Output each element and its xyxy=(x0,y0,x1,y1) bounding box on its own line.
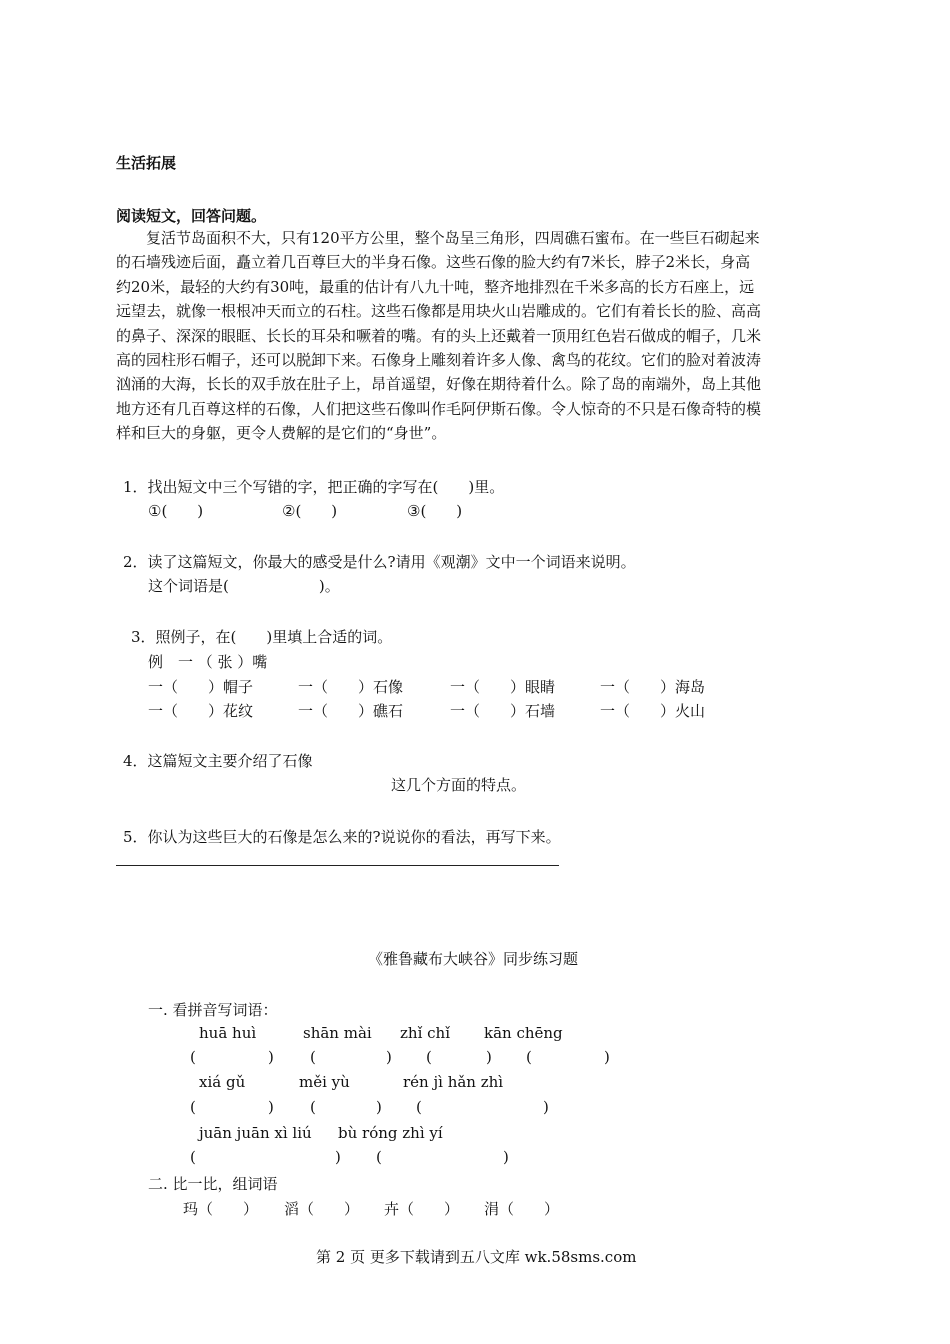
instruction: 阅读短文，回答问题。 xyxy=(116,207,267,225)
q2-answer[interactable]: 这个词语是( )。 xyxy=(148,577,340,595)
paren-close[interactable]: ) xyxy=(503,1148,509,1166)
q3-blank[interactable]: 一（ ）礁石 xyxy=(298,702,404,720)
paren-close[interactable]: ) xyxy=(376,1098,382,1116)
paren-open[interactable]: ( xyxy=(190,1148,196,1166)
page-footer: 第 2 页 更多下载请到五八文库 wk.58sms.com xyxy=(316,1248,637,1266)
q3-blank[interactable]: 一（ ）石墙 xyxy=(450,702,556,720)
paren-close[interactable]: ) xyxy=(268,1048,274,1066)
q3-blank[interactable]: 一（ ）花纹 xyxy=(148,702,254,720)
paren-close[interactable]: ) xyxy=(386,1048,392,1066)
passage-line: 远望去，就像一根根冲天而立的石柱。这些石像都是用块火山岩雕成的。它们有着长长的脸、高高 xyxy=(116,302,762,321)
part-1-title: 一. 看拼音写词语： xyxy=(148,1001,278,1019)
part-2-title: 二. 比一比，组词语 xyxy=(148,1175,278,1193)
passage-line: 地方还有几百尊这样的石像，人们把这些石像叫作毛阿伊斯石像。令人惊奇的不只是石像奇特的模 xyxy=(116,399,762,418)
passage-line: 的石墙残迹后面，矗立着几百尊巨大的半身石像。这些石像的脸大约有7米长，脖子2米长，身高 xyxy=(116,253,751,272)
compare-item[interactable]: 玛（ ） xyxy=(183,1200,259,1218)
passage-line: 样和巨大的身躯，更令人费解的是它们的“身世”。 xyxy=(116,424,447,443)
question-4-cont: 这几个方面的特点。 xyxy=(391,776,527,794)
paren-close[interactable]: ) xyxy=(268,1098,274,1116)
q3-example: 例 一 （ 张 ）嘴 xyxy=(148,653,268,671)
pinyin: rén jì hǎn zhì xyxy=(403,1073,504,1091)
paren-open[interactable]: ( xyxy=(526,1048,532,1066)
passage-line: 复活节岛面积不大，只有120平方公里，整个岛呈三角形，四周礁石蜜布。在一些巨石砌起来 xyxy=(146,229,760,247)
question-2: 2．读了这篇短文，你最大的感受是什么?请用《观潮》文中一个词语来说明。 xyxy=(123,553,636,571)
q1-blank-2[interactable]: ②( ) xyxy=(282,502,338,520)
paren-close[interactable]: ) xyxy=(486,1048,492,1066)
q3-blank[interactable]: 一（ ）石像 xyxy=(298,678,404,696)
pinyin: kān chēng xyxy=(484,1024,563,1042)
q3-blank[interactable]: 一（ ）眼睛 xyxy=(450,678,556,696)
compare-item[interactable]: 滔（ ） xyxy=(284,1200,360,1218)
question-5: 5．你认为这些巨大的石像是怎么来的?说说你的看法，再写下来。 xyxy=(123,828,561,846)
paren-close[interactable]: ) xyxy=(604,1048,610,1066)
compare-item[interactable]: 涓（ ） xyxy=(484,1200,560,1218)
pinyin: juān juān xì liú xyxy=(199,1124,312,1142)
paren-close[interactable]: ) xyxy=(335,1148,341,1166)
section-title: 生活拓展 xyxy=(116,154,177,172)
paren-open[interactable]: ( xyxy=(190,1098,196,1116)
exercise-title: 《雅鲁藏布大峡谷》同步练习题 xyxy=(368,950,579,968)
paren-open[interactable]: ( xyxy=(190,1048,196,1066)
pinyin: měi yù xyxy=(299,1073,350,1091)
passage-line: 约20米，最轻的大约有30吨，最重的估计有八九十吨，整齐地排烈在千米多高的长方石座上，远 xyxy=(116,277,755,296)
pinyin: bù róng zhì yí xyxy=(338,1124,443,1142)
paren-open[interactable]: ( xyxy=(310,1048,316,1066)
answer-line[interactable] xyxy=(116,865,559,866)
question-4: 4．这篇短文主要介绍了石像 xyxy=(123,752,313,770)
paren-open[interactable]: ( xyxy=(310,1098,316,1116)
q3-blank[interactable]: 一（ ）帽子 xyxy=(148,678,254,696)
question-1: 1．找出短文中三个写错的字，把正确的字写在( )里。 xyxy=(123,478,505,496)
question-3: 3．照例子，在( )里填上合适的词。 xyxy=(131,628,393,646)
passage xyxy=(116,226,838,446)
compare-item[interactable]: 卉（ ） xyxy=(384,1200,460,1218)
paren-open[interactable]: ( xyxy=(426,1048,432,1066)
pinyin: zhǐ chǐ xyxy=(400,1024,450,1042)
passage-line: 的鼻子、深深的眼眶、长长的耳朵和噘着的嘴。有的头上还戴着一顶用红色岩石做成的帽子，几米 xyxy=(116,326,762,345)
q3-blank[interactable]: 一（ ）海岛 xyxy=(600,678,706,696)
pinyin: xiá gǔ xyxy=(199,1073,246,1091)
paren-open[interactable]: ( xyxy=(416,1098,422,1116)
q1-blank-3[interactable]: ③( ) xyxy=(407,502,463,520)
paren-close[interactable]: ) xyxy=(543,1098,549,1116)
q1-blank-1[interactable]: ①( ) xyxy=(148,502,204,520)
passage-line: 汹涌的大海，长长的双手放在肚子上，昂首遥望，好像在期待着什么。除了岛的南端外，岛上其他 xyxy=(116,375,762,394)
paren-open[interactable]: ( xyxy=(376,1148,382,1166)
pinyin: shān mài xyxy=(303,1024,372,1042)
passage-line: 高的园柱形石帽子，还可以脱卸下来。石像身上雕刻着许多人像、禽鸟的花纹。它们的脸对着波涛 xyxy=(116,351,762,370)
q3-blank[interactable]: 一（ ）火山 xyxy=(600,702,706,720)
pinyin: huā huì xyxy=(199,1024,257,1042)
